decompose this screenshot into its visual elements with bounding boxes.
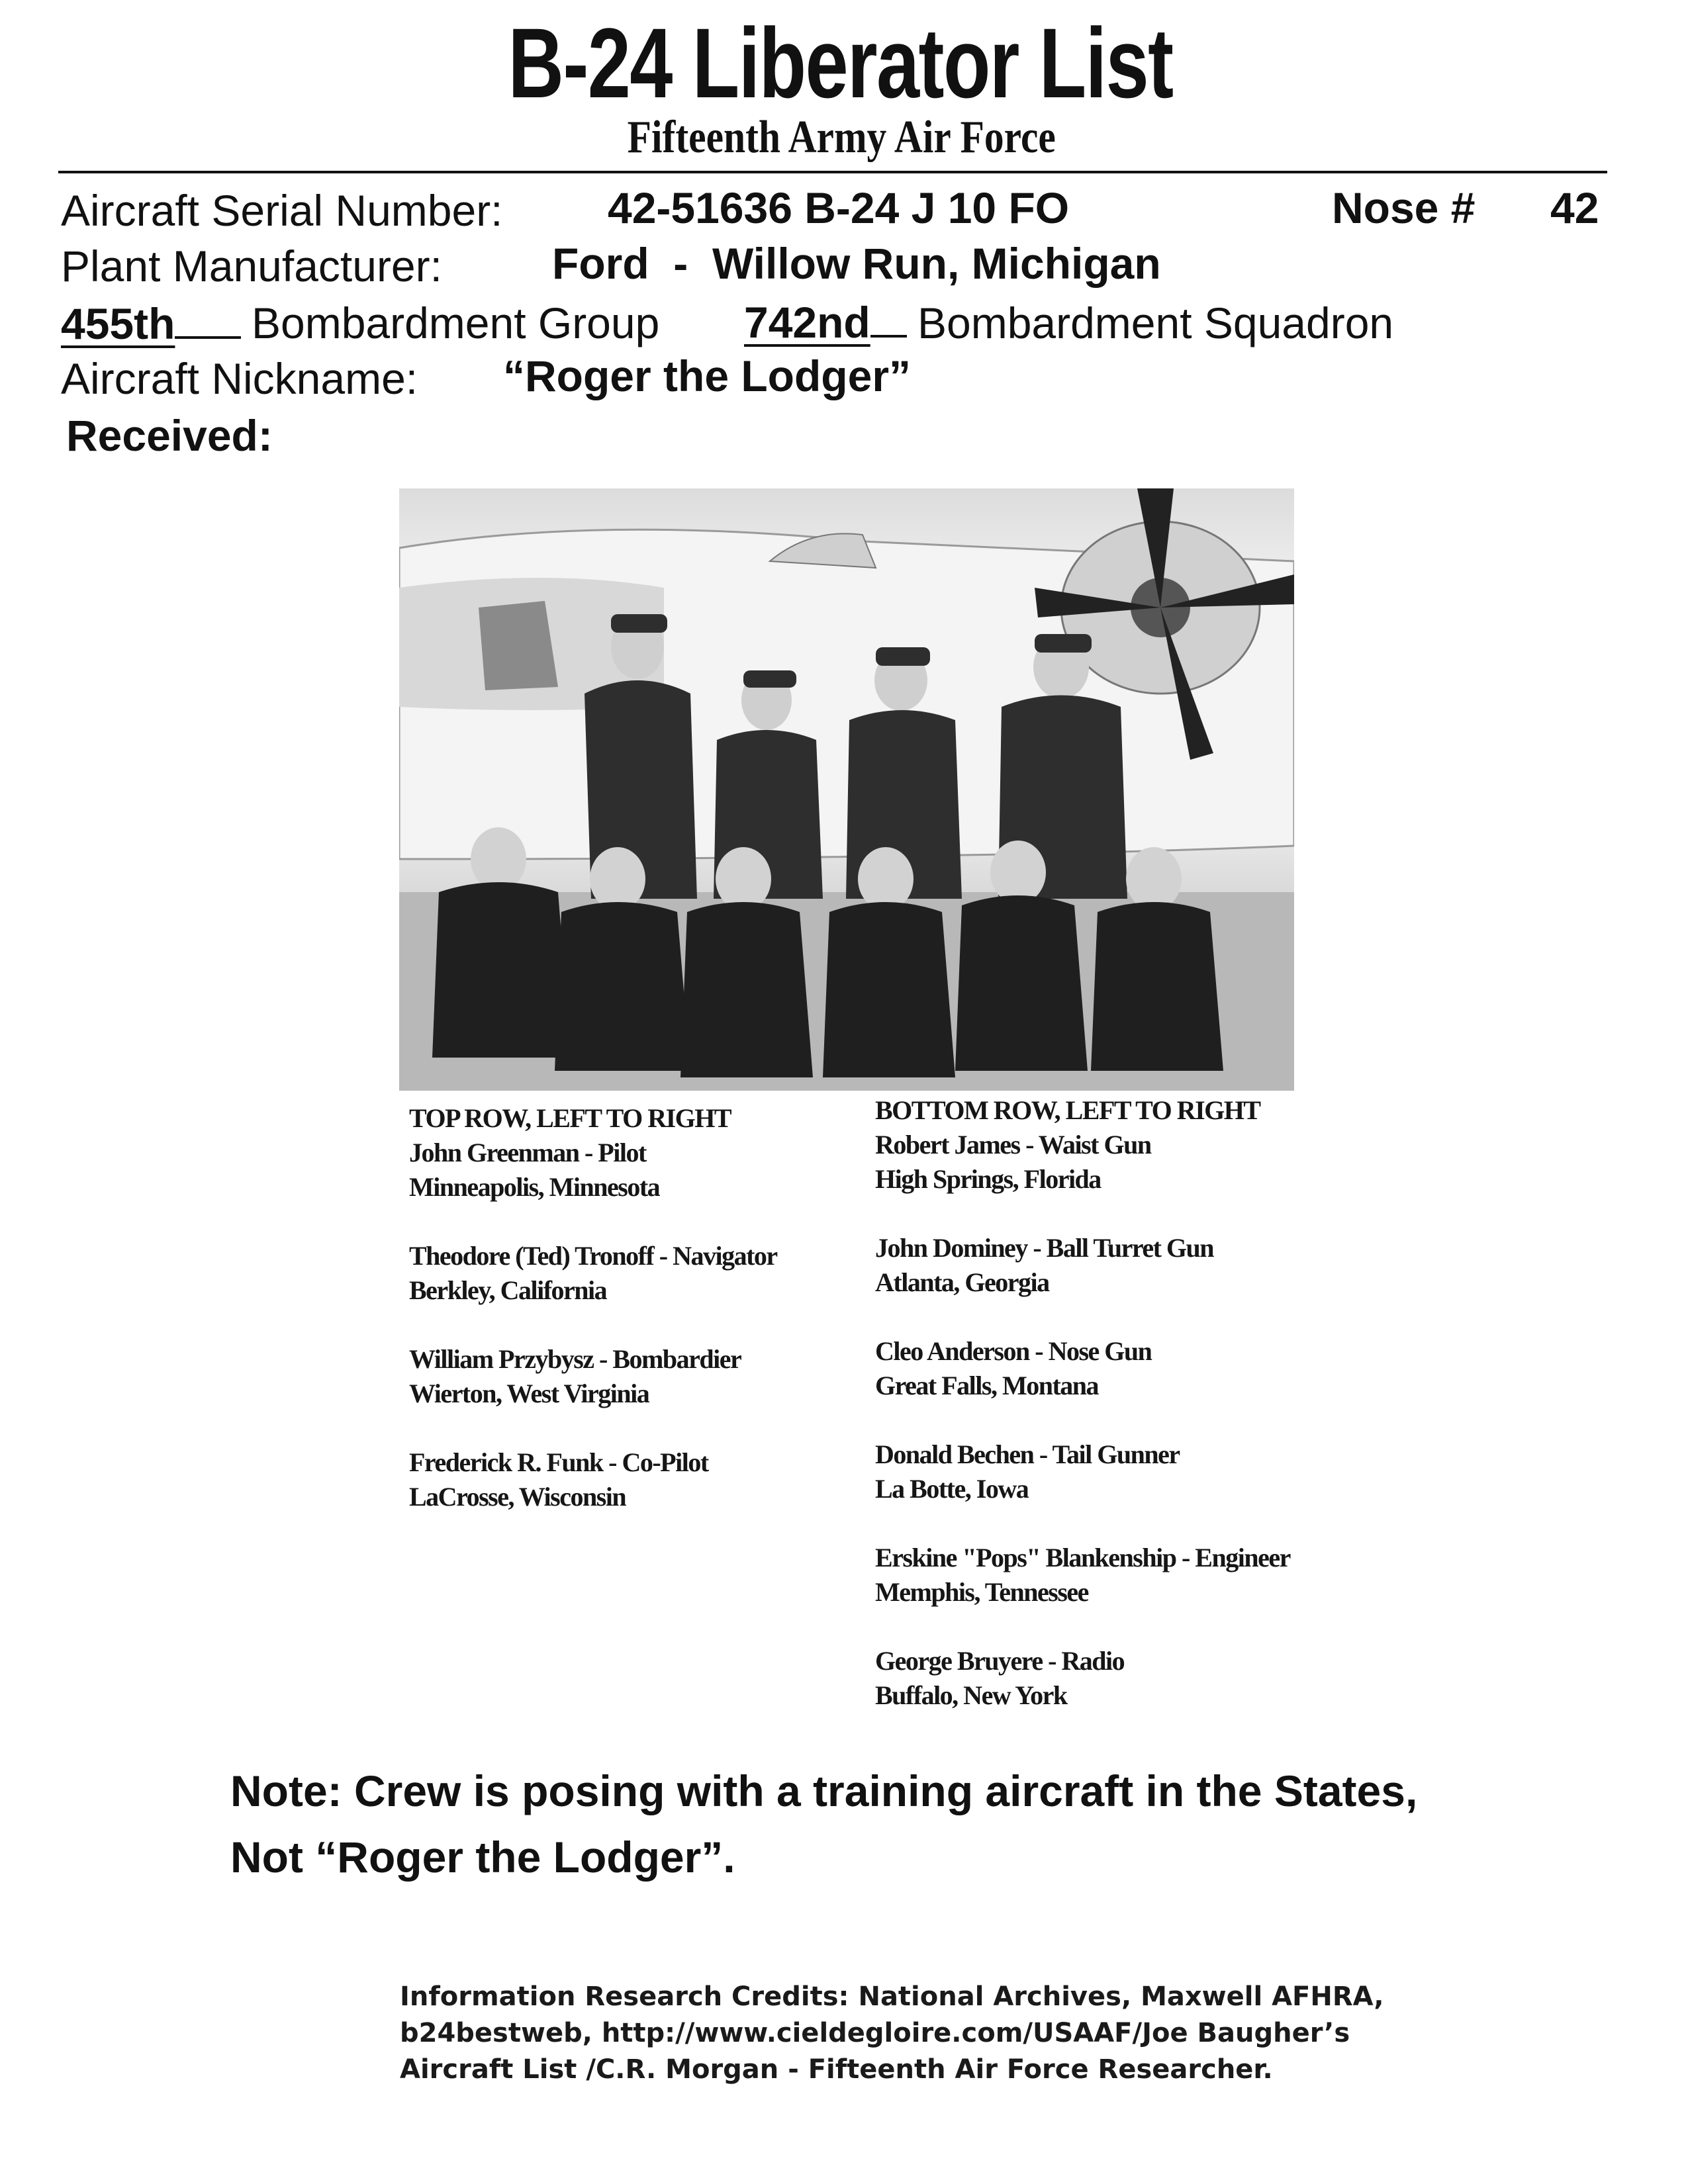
nose-number-label: Nose #	[1332, 183, 1476, 232]
crew-member-home: Minneapolis, Minnesota	[409, 1172, 660, 1202]
bottom-row-heading: BOTTOM ROW, LEFT TO RIGHT	[875, 1095, 1260, 1125]
header-divider	[58, 171, 1607, 173]
nose-number-value: 42	[1550, 183, 1599, 232]
crew-photo-icon	[399, 488, 1294, 1091]
crew-top-row	[409, 1101, 777, 1514]
nickname-label: Aircraft Nickname:	[61, 354, 418, 403]
crew-member-home: Buffalo, New York	[875, 1680, 1067, 1710]
credits-line: Information Research Credits: National Archives, Maxwell AFHRA,	[400, 1981, 1384, 2012]
group-number-value: 455th	[61, 295, 241, 350]
crew-member-home: High Springs, Florida	[875, 1164, 1101, 1194]
page-subtitle: Fifteenth Army Air Force	[627, 112, 1056, 163]
crew-member-home: Wierton, West Virginia	[409, 1379, 649, 1408]
credits-line: Aircraft List /C.R. Morgan - Fifteenth Air Force Researcher.	[400, 2054, 1273, 2085]
crew-member-name: George Bruyere - Radio	[875, 1646, 1125, 1676]
crew-member-name: William Przybysz - Bombardier	[409, 1344, 741, 1374]
squadron-number-value: 742nd	[744, 294, 907, 349]
note-line: Not “Roger the Lodger”.	[230, 1833, 735, 1882]
crew-member-name: Robert James - Waist Gun	[875, 1130, 1151, 1160]
note-line: Note: Crew is posing with a training aircraft in the States,	[230, 1766, 1418, 1815]
crew-member-home: Memphis, Tennessee	[875, 1577, 1088, 1607]
crew-member-name: Erskine "Pops" Blankenship - Engineer	[875, 1543, 1290, 1572]
crew-member-home: Atlanta, Georgia	[875, 1267, 1049, 1297]
crew-bottom-row	[875, 1093, 1290, 1713]
nickname-value: “Roger the Lodger”	[503, 351, 912, 400]
crew-member-name: Theodore (Ted) Tronoff - Navigator	[409, 1241, 777, 1271]
received-label: Received:	[66, 411, 273, 460]
serial-number-label: Aircraft Serial Number:	[61, 186, 503, 235]
crew-member-name: Frederick R. Funk - Co-Pilot	[409, 1447, 708, 1477]
crew-member-home: Great Falls, Montana	[875, 1371, 1099, 1400]
crew-member-name: John Dominey - Ball Turret Gun	[875, 1233, 1214, 1263]
crew-member-name: Cleo Anderson - Nose Gun	[875, 1336, 1152, 1366]
crew-member-home: LaCrosse, Wisconsin	[409, 1482, 626, 1512]
plant-manufacturer-value: Ford - Willow Run, Michigan	[552, 239, 1161, 288]
crew-member-home: La Botte, Iowa	[875, 1474, 1029, 1504]
group-label: Bombardment Group	[252, 298, 660, 347]
page-title: B-24 Liberator List	[508, 7, 1173, 118]
plant-manufacturer-label: Plant Manufacturer:	[61, 242, 442, 291]
top-row-heading: TOP ROW, LEFT TO RIGHT	[409, 1103, 731, 1133]
serial-number-value: 42-51636 B-24 J 10 FO	[608, 183, 1070, 232]
crew-member-home: Berkley, California	[409, 1275, 607, 1305]
squadron-label: Bombardment Squadron	[917, 298, 1394, 347]
crew-member-name: John Greenman - Pilot	[409, 1138, 646, 1167]
crew-member-name: Donald Bechen - Tail Gunner	[875, 1439, 1180, 1469]
crew-photo	[399, 488, 1294, 1091]
note-text	[230, 1758, 1417, 1890]
credits-line: b24bestweb, http://www.cieldegloire.com/USAAF/Joe Baugher’s	[400, 2018, 1350, 2048]
research-credits	[400, 1979, 1384, 2088]
